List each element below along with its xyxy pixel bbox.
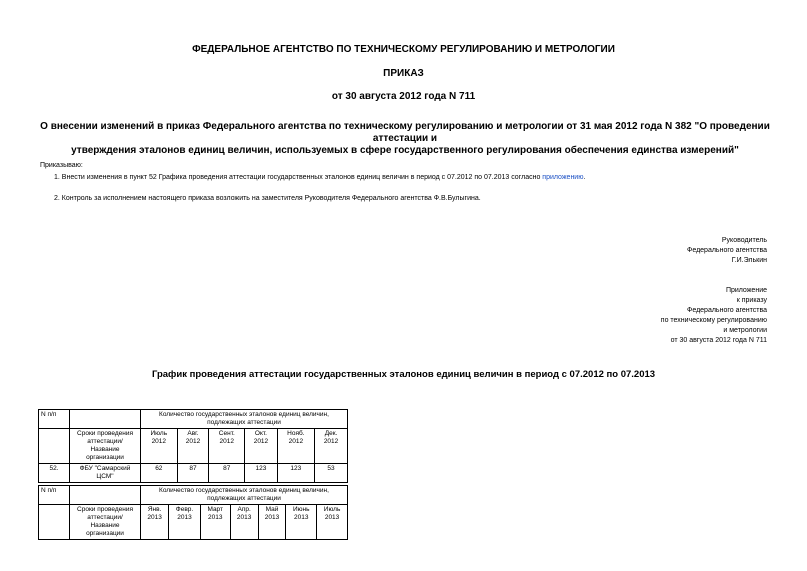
- appendix-block: [661, 286, 767, 346]
- month-header: Март 2013: [200, 505, 230, 540]
- table-num-header: N п/п: [39, 410, 70, 429]
- subject-line-2: утверждения эталонов единиц величин, используемых в сфере государственного регулирования обеспечения единства измерений": [71, 145, 739, 156]
- month-header: Февр. 2013: [169, 505, 201, 540]
- agency-title: ФЕДЕРАЛЬНОЕ АГЕНТСТВО ПО ТЕХНИЧЕСКОМУ РЕГУЛИРОВАНИЮ И МЕТРОЛОГИИ: [192, 44, 615, 55]
- row-value: 53: [315, 464, 348, 483]
- row-value: 62: [141, 464, 178, 483]
- table-period-org-header: Сроки проведения аттестации/ Название организации: [70, 505, 141, 540]
- document-subject: [30, 121, 780, 157]
- table-empty-cell: [70, 410, 141, 429]
- table-empty-cell: [39, 505, 70, 540]
- order-item-1-text: 1. Внести изменения в пункт 52 Графика проведения аттестации государственных эталонов единиц величин в период с 07.2012 по 07.2013 согласно: [54, 174, 541, 181]
- row-value: 123: [245, 464, 277, 483]
- month-header: Июнь 2013: [286, 505, 317, 540]
- document-type: ПРИКАЗ: [383, 68, 424, 79]
- appendix-line-3: Федерального агентства: [687, 307, 767, 314]
- row-value: 87: [177, 464, 209, 483]
- schedule-table-2013: [38, 485, 348, 540]
- row-value: 123: [277, 464, 314, 483]
- month-header: Июль 2012: [141, 429, 178, 464]
- table-empty-cell: [70, 486, 141, 505]
- row-value: 87: [209, 464, 245, 483]
- schedule-table-2012: [38, 409, 348, 483]
- table-num-header: N п/п: [39, 486, 70, 505]
- month-header: Нояб. 2012: [277, 429, 314, 464]
- table-empty-cell: [39, 429, 70, 464]
- subject-line-1: О внесении изменений в приказ Федерального агентства по техническому регулированию и метрологии от 31 мая 2012 года N 382 "О проведении аттестации и: [40, 121, 770, 144]
- table-count-header: Количество государственных эталонов единиц величин, подлежащих аттестации: [141, 410, 348, 429]
- appendix-link[interactable]: приложению: [542, 174, 584, 181]
- table-count-header: Количество государственных эталонов единиц величин, подлежащих аттестации: [141, 486, 348, 505]
- signature-name: Г.И.Элькин: [731, 257, 767, 264]
- month-header: Авг. 2012: [177, 429, 209, 464]
- table-period-org-header: Сроки проведения аттестации/ Название организации: [70, 429, 141, 464]
- signature-agency: Федерального агентства: [687, 247, 767, 254]
- appendix-line-2: к приказу: [736, 297, 767, 304]
- month-header: Сент. 2012: [209, 429, 245, 464]
- month-header: Окт. 2012: [245, 429, 277, 464]
- appendix-line-6: от 30 августа 2012 года N 711: [670, 337, 767, 344]
- order-item-1: [54, 173, 585, 182]
- row-organization: ФБУ "Самарский ЦСМ": [70, 464, 141, 483]
- order-item-2: 2. Контроль за исполнением настоящего приказа возложить на заместителя Руководителя Федерального агентства Ф.В.Булыгина.: [54, 195, 481, 202]
- month-header: Май 2013: [258, 505, 286, 540]
- month-header: Дек. 2012: [315, 429, 348, 464]
- order-intro: Приказываю:: [40, 162, 83, 169]
- document-date: от 30 августа 2012 года N 711: [331, 91, 476, 102]
- order-item-1-end: .: [583, 174, 586, 181]
- month-header: Июль 2013: [317, 505, 348, 540]
- row-number: 52.: [39, 464, 70, 483]
- table-row: [39, 464, 348, 483]
- signature-position: Руководитель: [721, 237, 767, 244]
- appendix-line-4: по техническому регулированию: [660, 317, 767, 324]
- appendix-line-5: и метрологии: [723, 327, 767, 334]
- month-header: Янв. 2013: [141, 505, 169, 540]
- appendix-line-1: Приложение: [725, 287, 767, 294]
- month-header: Апр. 2013: [230, 505, 258, 540]
- schedule-title: График проведения аттестации государственных эталонов единиц величин в период с 07.2012 по 07.2013: [151, 369, 656, 380]
- signature-block: [687, 236, 767, 266]
